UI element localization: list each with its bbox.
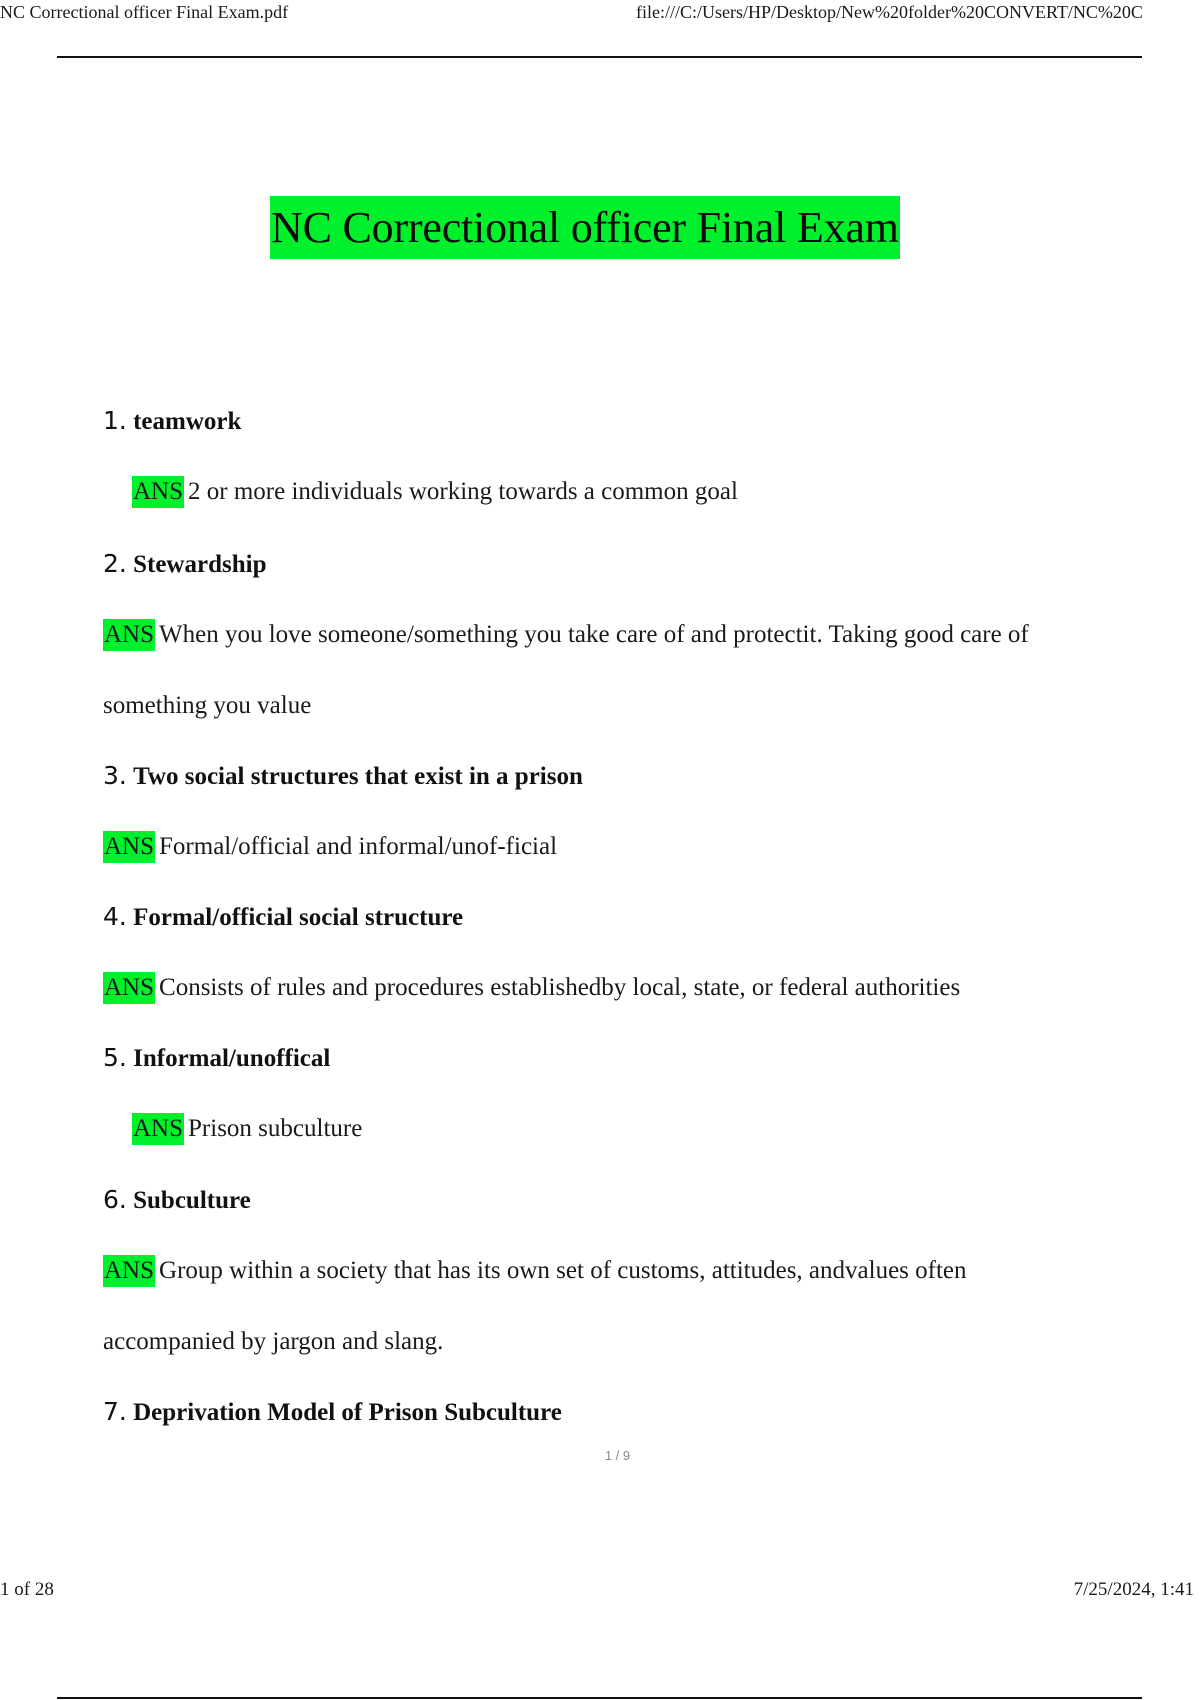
answer-2-continued: something you value: [103, 692, 312, 719]
ans-label: ANS: [103, 831, 155, 863]
answer-2: [103, 619, 1029, 651]
question-text: Two social structures that exist in a prison: [133, 763, 583, 790]
ans-label: ANS: [103, 619, 155, 651]
print-footer-datetime: 7/25/2024, 1:41: [1073, 1579, 1194, 1600]
print-footer-page-count: 1 of 28: [0, 1579, 54, 1600]
print-header-doc-title: NC Correctional officer Final Exam.pdf: [0, 2, 289, 22]
answer-text: Prison subculture: [188, 1115, 363, 1142]
question-text: Formal/official social structure: [133, 904, 464, 931]
question-number: 2.: [103, 549, 127, 578]
exam-title: NC Correctional officer Final Exam: [270, 196, 900, 259]
question-text: Deprivation Model of Prison Subculture: [133, 1399, 562, 1426]
question-1: [103, 405, 241, 438]
top-divider: [57, 56, 1142, 58]
question-number: 6.: [103, 1185, 127, 1214]
ans-label: ANS: [132, 1113, 184, 1145]
page-indicator: 1 / 9: [604, 1448, 631, 1463]
question-text: Informal/unoffical: [133, 1045, 331, 1072]
answer-1: [132, 476, 738, 508]
question-number: 5.: [103, 1043, 127, 1072]
question-6: [103, 1184, 251, 1217]
question-3: [103, 760, 583, 793]
ans-label: ANS: [103, 972, 155, 1004]
question-5: [103, 1042, 330, 1075]
question-text: Subculture: [133, 1187, 251, 1214]
answer-text: 2 or more individuals working towards a common goal: [188, 478, 738, 505]
answer-text: When you love someone/something you take care of and protectit. Taking good care of: [159, 621, 1029, 648]
answer-3: [103, 831, 557, 863]
answer-6: [103, 1255, 967, 1287]
print-header-url: file:///C:/Users/HP/Desktop/New%20folder%20CONVERT/NC%20C: [636, 2, 1143, 22]
question-number: 3.: [103, 761, 127, 790]
question-7: [103, 1396, 562, 1429]
answer-text: Formal/official and informal/unof-ficial: [159, 833, 558, 860]
answer-text: Group within a society that has its own set of customs, attitudes, andvalues often: [159, 1257, 967, 1284]
bottom-divider: [57, 1697, 1142, 1699]
ans-label: ANS: [132, 476, 184, 508]
answer-text: Consists of rules and procedures establishedby local, state, or federal authorities: [159, 974, 961, 1001]
question-number: 1.: [103, 406, 127, 435]
answer-4: [103, 972, 960, 1004]
print-header: [0, 0, 1200, 28]
question-text: Stewardship: [133, 551, 267, 578]
ans-label: ANS: [103, 1255, 155, 1287]
question-number: 7.: [103, 1397, 127, 1426]
question-2: [103, 548, 266, 581]
question-4: [103, 901, 463, 934]
question-text: teamwork: [133, 408, 242, 435]
question-number: 4.: [103, 902, 127, 931]
answer-6-continued: accompanied by jargon and slang.: [103, 1328, 444, 1355]
answer-5: [132, 1113, 362, 1145]
